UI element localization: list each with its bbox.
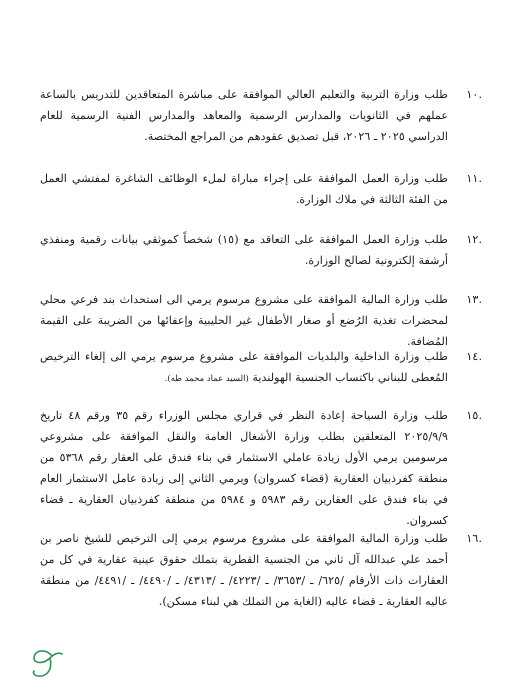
- agenda-item-text: طلب وزارة المالية الموافقة على مشروع مرسوم يرمي إلى الترخيص للشيخ ناصر بن أحمد علي عبدالله آل ثاني من الجنسية القطرية بتملك حقوق عينية عقارية في كل من العقارات ذات الأرقام /٦٢٥/ ـ /٣٦٥٣/ ـ /٤٢٢٣/ ـ /٤٣١٣/ ـ /٤٤٩٠/ ـ /٤٤٩١/ من منطقة عاليه العقارية ـ قضاء عاليه (الغاية من التملك هي لبناء مسكن).: [40, 532, 448, 608]
- item-number: .١٦: [466, 532, 482, 545]
- item-number: .١٢: [466, 233, 482, 246]
- agenda-item-text: طلب وزارة المالية الموافقة على مشروع مرسوم يرمي الى استحداث بند فرعي محلي لمحضرات تغذية الرُضع أو صغار الأطفال غير الحليبية وإعفائها من الضريبة على القيمة المُضافة.: [40, 293, 448, 348]
- agenda-item-text: طلب وزارة السياحة إعادة النظر في قراري مجلس الوزراء رقم ٣٥ ورقم ٤٨ تاريخ ٢٠٢٥/٩/٩ المتعلقين بطلب وزارة الأشغال العامة والنقل الموافقة على مشروعي مرسومين يرمي الأول زيادة عاملي الاستثمار في بناء فندق على العقار رقم ٥٣٦٨ من منطقة كفرذبيان العقارية (قضاء كسروان) ويرمي الثاني إلى زيادة عامل الاستثمار العام في بناء فندق على العقارين رقم ٥٩٨٣ و ٥٩٨٤ من منطقة كفرذبيان العقارية ـ قضاء كسروان.: [40, 409, 449, 527]
- item-number: .١٣: [466, 293, 482, 306]
- handwritten-initial-signature: [22, 642, 70, 682]
- agenda-item: [40, 346, 448, 390]
- item-number: .١١: [466, 172, 482, 185]
- agenda-item-text: طلب وزارة التربية والتعليم العالي الموافقة على مباشرة المتعاقدين للتدريس بالساعة عملهم في الثانويات والمدارس الرسمية والمعاهد والمدارس الفنية الرسمية للعام الدراسي ٢٠٢٥ ـ ٢٠٢٦، قبل تصديق عقودهم من المراجع المختصة.: [40, 88, 448, 143]
- agenda-item-text: طلب وزارة العمل الموافقة على إجراء مباراة لملء الوظائف الشاغرة لمفتشي العمل من الفئة الثالثة في ملاك الوزارة.: [40, 172, 448, 206]
- agenda-item-text: طلب وزارة الداخلية والبلديات الموافقة على مشروع مرسوم يرمي الى إلغاء الترخيص المُعطى للبناني باكتساب الجنسية الهولندية: [40, 350, 448, 384]
- item-number: .١٠: [466, 88, 482, 101]
- item-number: .١٥: [466, 409, 482, 422]
- person-name-note: (السيد عماد محمد طه).: [164, 374, 249, 384]
- item-number: .١٤: [466, 350, 482, 363]
- agenda-item-text: طلب وزارة العمل الموافقة على التعاقد مع (١٥) شخصاً كموثقي بيانات رقمية ومنفذي أرشفة إلكترونية لصالح الوزارة.: [40, 233, 448, 267]
